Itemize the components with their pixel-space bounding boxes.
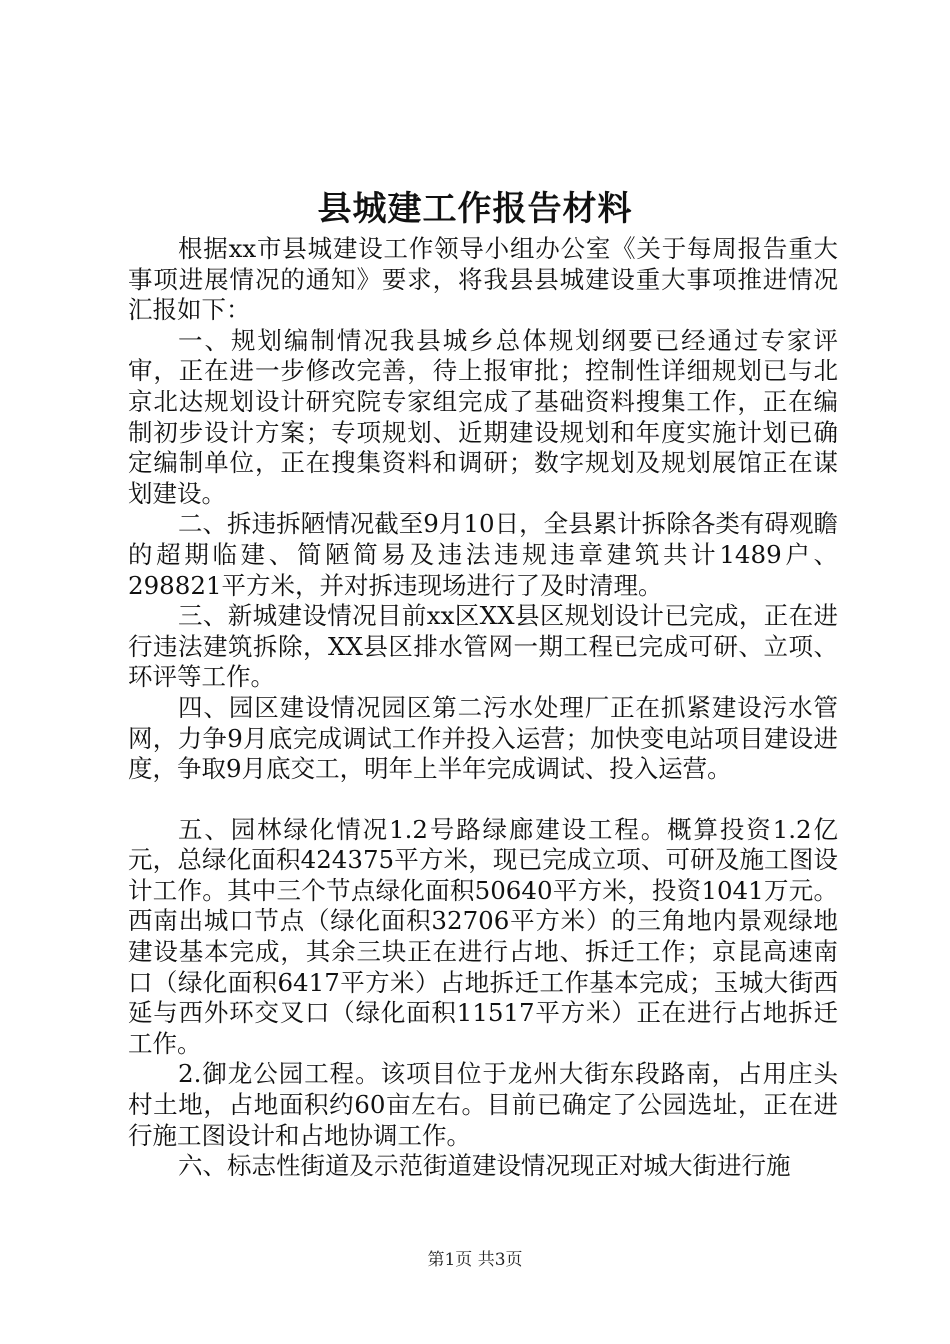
page-footer: 第1页 共3页: [427, 1250, 523, 1270]
paragraph-new-city: 三、新城建设情况目前xx区XX县区规划设计已完成，正在进行违法建筑拆除，XX县区排水管网一期工程已完成可研、立项、环评等工作。: [128, 601, 838, 692]
paragraph-intro: 根据xx市县城建设工作领导小组办公室《关于每周报告重大事项进展情况的通知》要求，将我县县城建设重大事项推进情况汇报如下：: [128, 234, 838, 325]
document-title: 县城建工作报告材料: [317, 189, 633, 229]
paragraph-landmark-streets: 六、标志性街道及示范街道建设情况现正对城大街进行施: [178, 1151, 791, 1181]
paragraph-planning: 一、规划编制情况我县城乡总体规划纲要已经通过专家评审，正在进一步修改完善，待上报审批；控制性详细规划已与北京北达规划设计研究院专家组完成了基础资料搜集工作，正在编制初步设计方案；专项规划、近期建设规划和年度实施计划已确定编制单位，正在搜集资料和调研；数字规划及规划展馆正在谋划建设。: [128, 325, 838, 508]
paragraph-yulong-park: 2.御龙公园工程。该项目位于龙州大街东段路南，占用庄头村土地，占地面积约60亩左右。目前已确定了公园选址，正在进行施工图设计和占地协调工作。: [128, 1059, 838, 1150]
paragraph-greening: 五、园林绿化情况1.2号路绿廊建设工程。概算投资1.2亿元，总绿化面积424375平方米，现已完成立项、可研及施工图设计工作。其中三个节点绿化面积50640平方米，投资1041万元。西南出城口节点（绿化面积32706平方米）的三角地内景观绿地建设基本完成，其余三块正在进行占地、拆迁工作；京昆高速南口（绿化面积6417平方米）占地拆迁工作基本完成；玉城大街西延与西外环交叉口（绿化面积11517平方米）正在进行占地拆迁工作。: [128, 814, 838, 1058]
paragraph-park-construction: 四、园区建设情况园区第二污水处理厂正在抓紧建设污水管网，力争9月底完成调试工作并投入运营；加快变电站项目建设进度，争取9月底交工，明年上半年完成调试、投入运营。: [128, 692, 838, 784]
document-body: [128, 234, 838, 1182]
paragraph-demolition: 二、拆违拆陋情况截至9月10日，全县累计拆除各类有碍观瞻的超期临建、简陋简易及违法违规违章建筑共计1489户、298821平方米，并对拆违现场进行了及时清理。: [128, 509, 838, 600]
